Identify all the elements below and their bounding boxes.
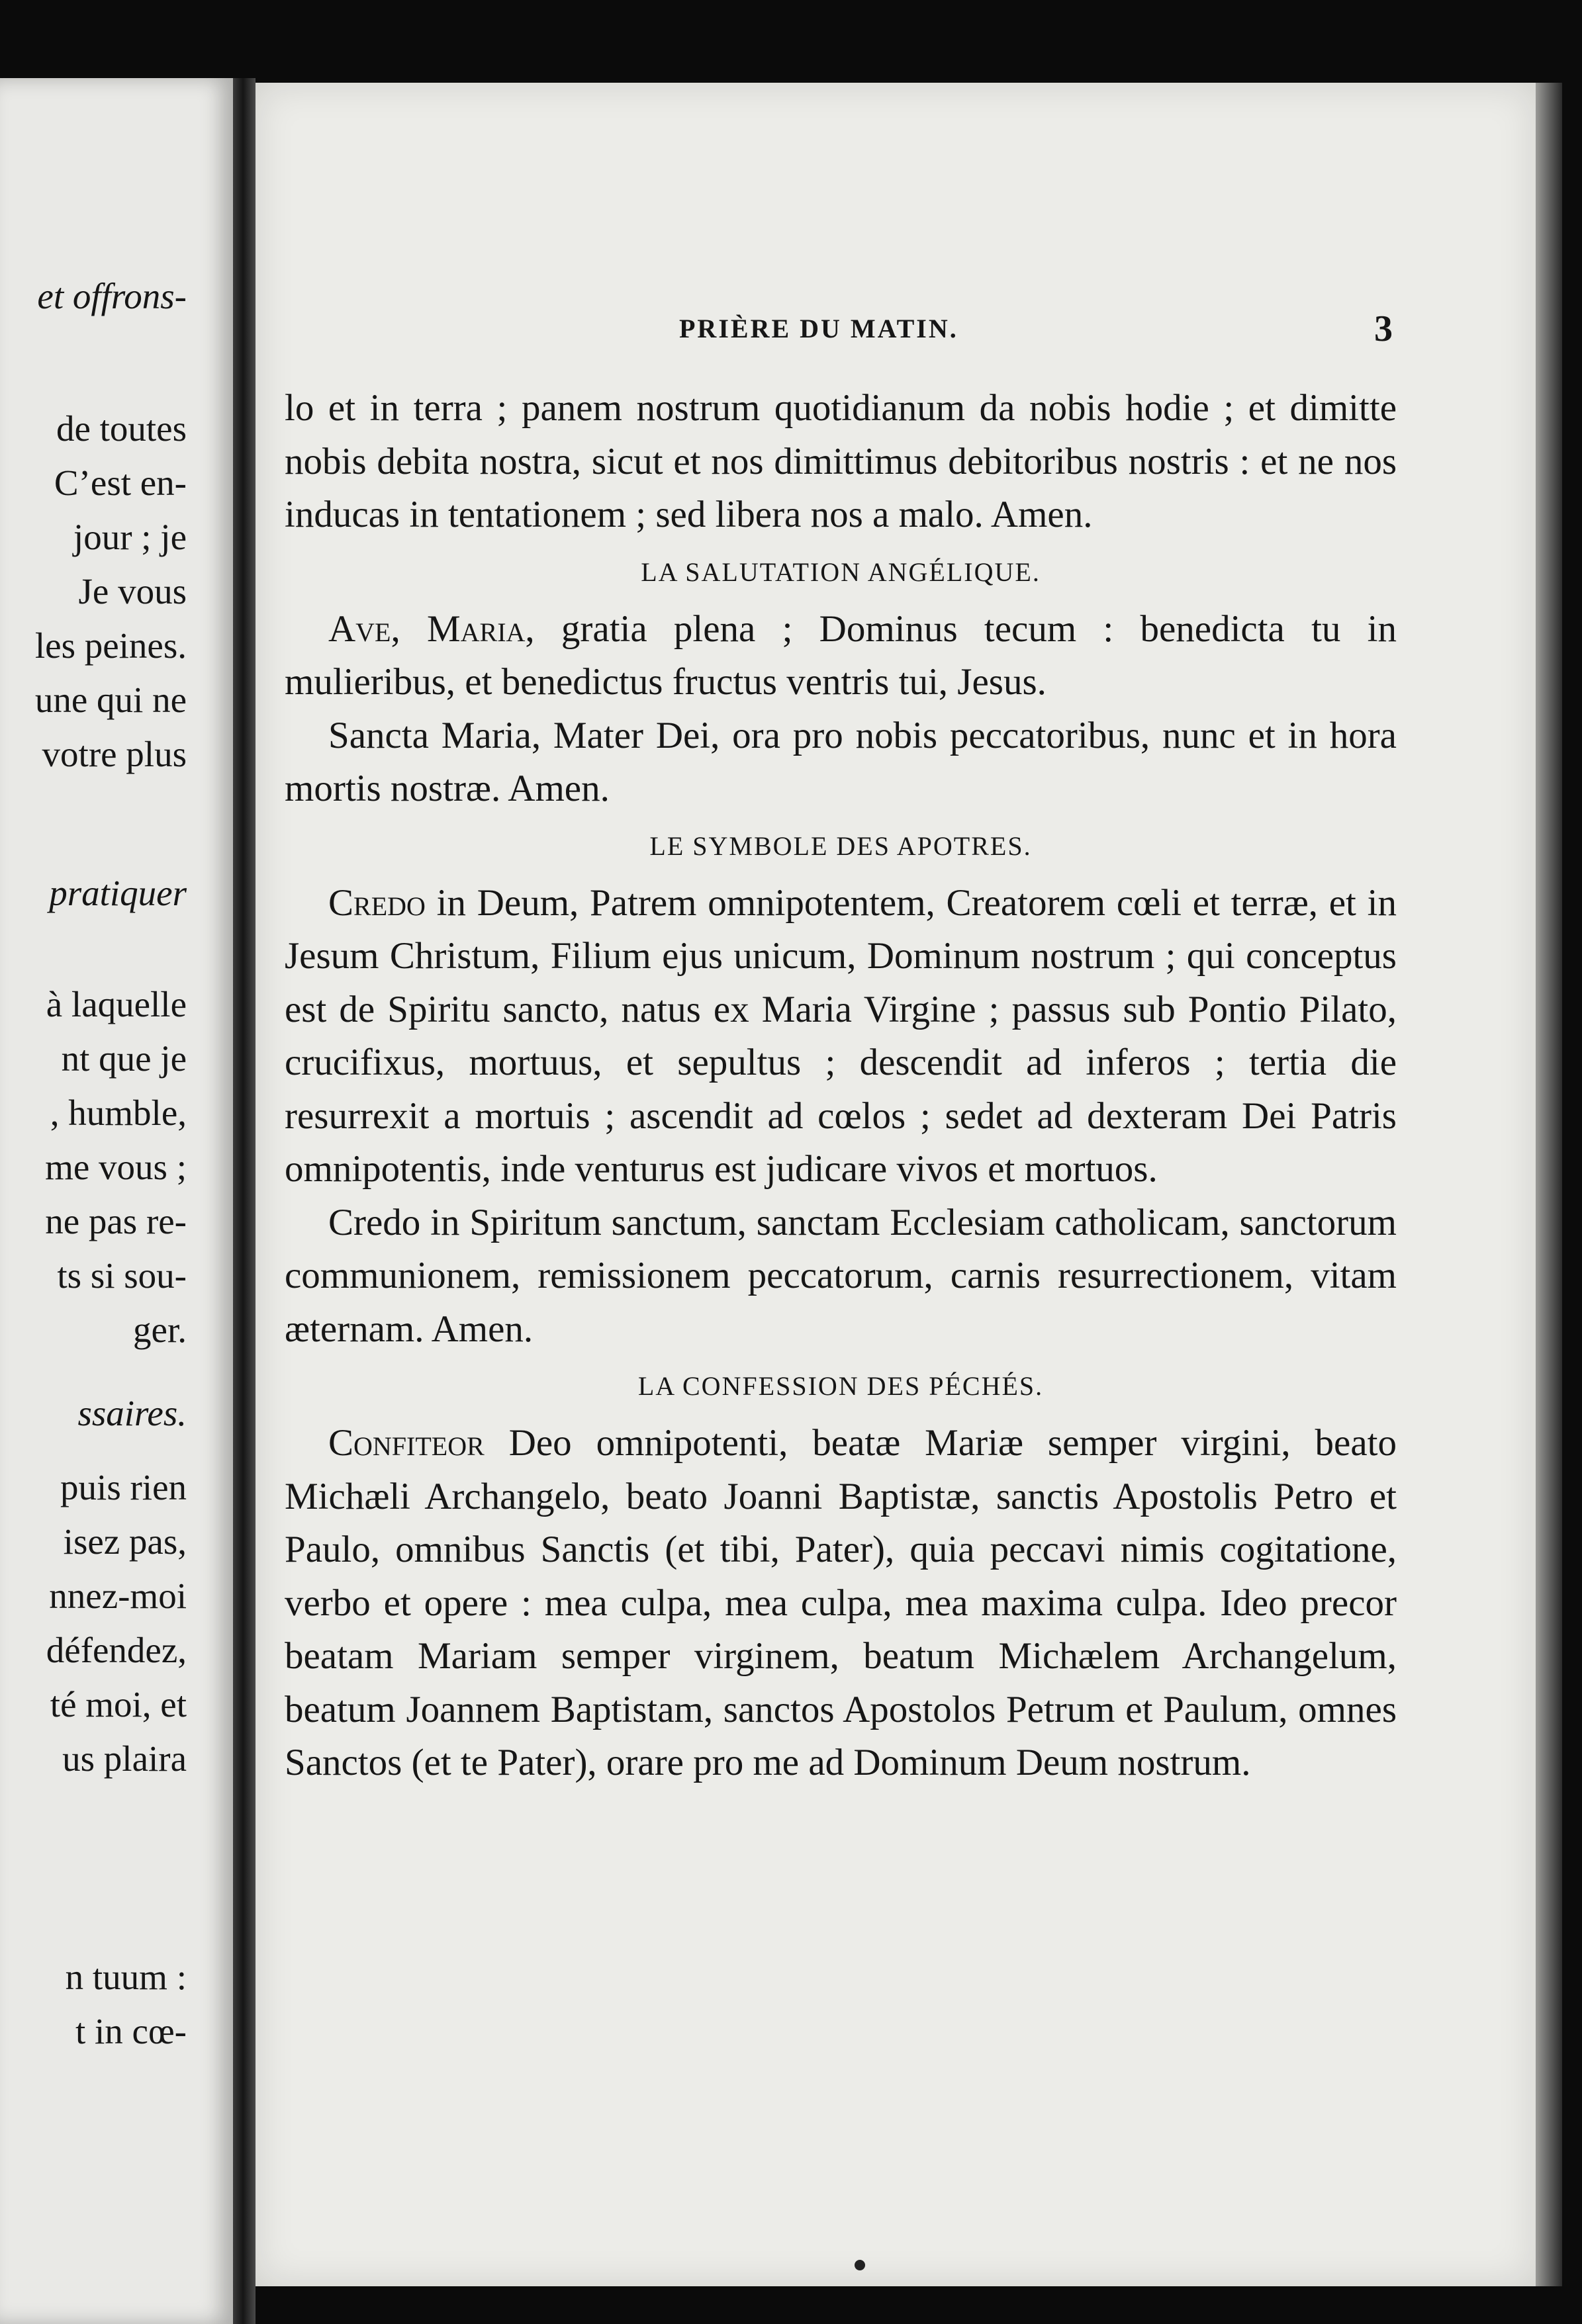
running-title: PRIÈRE DU MATIN. [679, 314, 958, 343]
left-page-line: C’est en- [54, 463, 187, 503]
ave-lead-words: Ave, Maria, [328, 607, 535, 650]
left-page-line: nt que je [61, 1038, 187, 1079]
ave-paragraph-1 [285, 603, 1397, 709]
pater-conclusion: lo et in terra ; panem nostrum quotidianum da nobis hodie ; et dimitte nobis debita nostra, sicut et nos dimittimus debitoribus nostris : et ne nos inducas in tentationem ; sed libera nos a malo. Amen. [285, 387, 1397, 535]
ave-paragraph-2: Sancta Maria, Mater Dei, ora pro nobis peccatoribus, nunc et in hora mortis nostræ. Amen. [285, 714, 1397, 809]
left-page-line: t in cœ- [75, 2011, 187, 2051]
section-heading-credo: LE SYMBOLE DES APOTRES. [649, 830, 1032, 861]
page-number: 3 [1374, 308, 1393, 349]
running-header [256, 308, 1536, 354]
left-page-line: les peines. [34, 625, 187, 666]
left-page-line: de toutes [56, 408, 187, 449]
main-text [285, 382, 1397, 1790]
credo-paragraph-1-text: in Deum, Patrem omnipotentem, Creatorem cœli et terræ, et in Jesum Christum, Filium ejus unicum, Dominum nostrum ; qui conceptus est de Spiritu sancto, natus ex Maria Virgine ; passus sub Pontio Pilato, crucifixus, mortuus, et sepultus ; descendit ad inferos ; tertia die resurrexit a mortuis ; ascendit ad cœlos ; sedet ad dexteram Dei Patris omnipotentis, inde venturus est judicare vivos et mortuos. [285, 881, 1397, 1190]
left-page-line: votre plus [42, 734, 187, 774]
credo-lead-word: Credo [328, 881, 426, 924]
left-page-line: puis rien [60, 1467, 187, 1507]
left-page-line: Je vous [78, 571, 187, 611]
ave-paragraph-1-text: gratia plena ; Dominus tecum : benedicta tu in mulieribus, et benedictus fructus ventris tui, Jesus. [285, 607, 1397, 703]
left-page-line: ne pas re- [45, 1201, 187, 1241]
left-page-line: à laquelle [46, 984, 187, 1024]
left-page-line: té moi, et [50, 1684, 187, 1724]
book-gutter [233, 78, 256, 2324]
page-edge-shadow [1536, 83, 1562, 2286]
footer-dot-ornament [855, 2260, 865, 2270]
left-page-line: jour ; je [73, 517, 187, 557]
left-page-line: pratiquer [49, 873, 187, 913]
left-page-line: défendez, [46, 1630, 187, 1670]
section-heading-confiteor: LA CONFESSION DES PÉCHÉS. [637, 1371, 1044, 1401]
left-page-line: ssaires. [77, 1393, 187, 1433]
left-page-line: isez pas, [63, 1521, 187, 1562]
confiteor-paragraph-text: Deo omnipotenti, beatæ Mariæ semper virgini, beato Michæli Archangelo, beato Joanni Baptistæ, sanctis Apostolis Petro et Paulo, omnibus Sanctis (et tibi, Pater), quia peccavi nimis cogitatione, verbo et opere : mea culpa, mea culpa, mea maxima culpa. Ideo precor beatam Mariam semper virginem, beatum Michælem Archangelum, beatum Joannem Baptistam, sanctos Apostolos Petrum et Paulum, omnes Sanctos (et te Pater), orare pro me ad Dominum Deum nostrum. [285, 1422, 1397, 1783]
left-page-fragment [0, 78, 233, 2324]
left-page-line: ts si sou- [57, 1255, 187, 1296]
confiteor-paragraph [285, 1417, 1397, 1790]
confiteor-lead-word: Confiteor [328, 1422, 485, 1464]
left-page-line: une qui ne [34, 680, 187, 720]
credo-paragraph-1 [285, 877, 1397, 1196]
left-page-line: n tuum : [65, 1957, 187, 1997]
left-page-line: , humble, [50, 1093, 187, 1133]
section-heading-ave: LA SALUTATION ANGÉLIQUE. [641, 557, 1041, 587]
left-page-line: ger. [133, 1310, 187, 1350]
page [256, 83, 1536, 2286]
left-page-line: nnez-moi [49, 1576, 187, 1616]
left-page-line: et offrons- [37, 276, 187, 316]
credo-paragraph-2: Credo in Spiritum sanctum, sanctam Ecclesiam catholicam, sanctorum communionem, remissionem peccatorum, carnis resurrectionem, vitam æternam. Amen. [285, 1201, 1397, 1350]
left-page-line: us plaira [62, 1738, 187, 1779]
left-page-line: me vous ; [45, 1147, 187, 1187]
